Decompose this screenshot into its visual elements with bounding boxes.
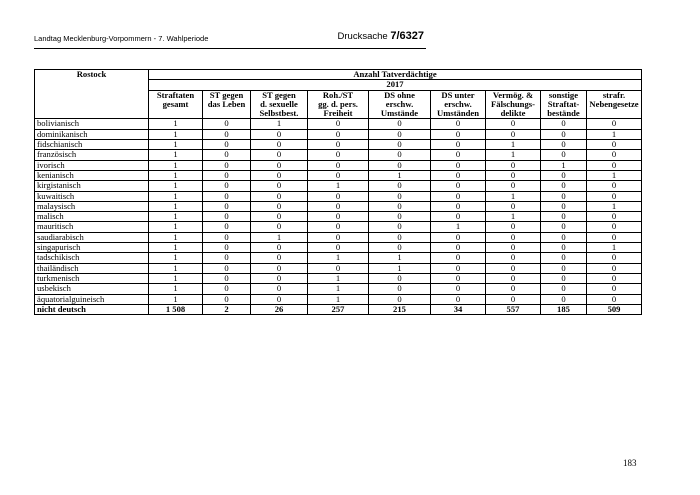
value-cell: 0 [308, 170, 369, 180]
value-cell: 0 [251, 284, 308, 294]
value-cell: 0 [308, 129, 369, 139]
value-cell: 257 [308, 304, 369, 314]
value-cell: 0 [431, 232, 486, 242]
nationality-cell: usbekisch [35, 284, 149, 294]
value-cell: 0 [431, 253, 486, 263]
value-cell: 0 [431, 273, 486, 283]
value-cell: 0 [431, 212, 486, 222]
value-cell: 0 [431, 140, 486, 150]
value-cell: 0 [203, 140, 251, 150]
value-cell: 185 [541, 304, 587, 314]
column-header-line: strafr. [602, 90, 626, 100]
nationality-cell: äquatorialguineisch [35, 294, 149, 304]
column-header-line: Straftat- [547, 98, 580, 109]
value-cell: 1 [587, 170, 642, 180]
value-cell: 0 [203, 284, 251, 294]
value-cell: 0 [541, 119, 587, 129]
column-header [308, 90, 369, 119]
value-cell: 0 [251, 201, 308, 211]
column-header-line [151, 109, 200, 118]
table-row [35, 243, 642, 253]
table-row [35, 191, 642, 201]
value-cell: 0 [203, 294, 251, 304]
value-cell: 0 [587, 263, 642, 273]
column-header-line: Umständen [436, 108, 480, 119]
value-cell: 0 [431, 170, 486, 180]
value-cell: 1 [431, 222, 486, 232]
column-header-line: Fälschungs- [491, 98, 535, 109]
value-cell: 0 [251, 150, 308, 160]
value-cell: 1 [149, 263, 203, 273]
document-label [338, 30, 424, 42]
value-cell: 1 [587, 201, 642, 211]
offender-statistics-table [34, 69, 642, 315]
value-cell: 0 [203, 119, 251, 129]
value-cell: 0 [541, 284, 587, 294]
nationality-cell: thailändisch [35, 263, 149, 273]
value-cell: 0 [486, 284, 541, 294]
value-cell: 0 [541, 253, 587, 263]
value-cell: 1 [149, 191, 203, 201]
value-cell: 0 [369, 181, 431, 191]
column-header-line [205, 109, 248, 118]
value-cell: 0 [587, 273, 642, 283]
value-cell: 1 [149, 294, 203, 304]
value-cell: 0 [486, 273, 541, 283]
value-cell: 0 [369, 150, 431, 160]
value-cell: 1 [149, 119, 203, 129]
column-header [149, 90, 203, 119]
nationality-cell: singapurisch [35, 243, 149, 253]
column-header [251, 90, 308, 119]
column-header-line: erschw. [385, 98, 414, 109]
value-cell: 0 [541, 222, 587, 232]
year-header: 2017 [149, 80, 642, 90]
value-cell: 0 [369, 232, 431, 242]
value-cell: 0 [369, 284, 431, 294]
value-cell: 0 [251, 170, 308, 180]
value-cell: 1 [149, 140, 203, 150]
value-cell: 0 [203, 243, 251, 253]
value-cell: 0 [251, 160, 308, 170]
value-cell: 0 [251, 294, 308, 304]
value-cell: 1 [369, 170, 431, 180]
column-header-line: delikte [500, 108, 526, 119]
column-header [541, 90, 587, 119]
value-cell: 0 [251, 212, 308, 222]
value-cell: 0 [587, 150, 642, 160]
value-cell: 1 [308, 253, 369, 263]
value-cell: 2 [203, 304, 251, 314]
nationality-cell: bolivianisch [35, 119, 149, 129]
table-body [35, 119, 642, 315]
value-cell: 1 [308, 294, 369, 304]
table-row [35, 119, 642, 129]
value-cell: 0 [251, 191, 308, 201]
table-row [35, 263, 642, 273]
value-cell: 0 [431, 243, 486, 253]
value-cell: 1 [149, 129, 203, 139]
value-cell: 0 [587, 119, 642, 129]
value-cell: 0 [486, 119, 541, 129]
document-number: 7/6327 [390, 30, 424, 42]
value-cell: 0 [431, 284, 486, 294]
value-cell: 0 [541, 129, 587, 139]
value-cell: 34 [431, 304, 486, 314]
value-cell: 0 [587, 294, 642, 304]
value-cell: 0 [203, 201, 251, 211]
table-row [35, 294, 642, 304]
value-cell: 0 [431, 191, 486, 201]
value-cell: 0 [486, 232, 541, 242]
value-cell: 0 [203, 150, 251, 160]
column-header-line: bestände [547, 108, 580, 119]
column-header-line: gesamt [162, 98, 189, 109]
value-cell: 0 [203, 160, 251, 170]
value-cell: 1 [149, 160, 203, 170]
value-cell: 0 [541, 140, 587, 150]
value-cell: 215 [369, 304, 431, 314]
table-row [35, 284, 642, 294]
column-header [369, 90, 431, 119]
value-cell: 0 [587, 253, 642, 263]
table-row [35, 232, 642, 242]
value-cell: 0 [251, 181, 308, 191]
nationality-cell: turkmenisch [35, 273, 149, 283]
value-cell: 0 [308, 119, 369, 129]
value-cell: 0 [587, 284, 642, 294]
table-row [35, 170, 642, 180]
nationality-cell: kuwaitisch [35, 191, 149, 201]
nationality-cell: mauritisch [35, 222, 149, 232]
value-cell: 0 [431, 119, 486, 129]
nationality-cell: dominikanisch [35, 129, 149, 139]
table-row [35, 129, 642, 139]
table-row [35, 253, 642, 263]
value-cell: 0 [587, 140, 642, 150]
value-cell: 1 [149, 273, 203, 283]
value-cell: 0 [486, 222, 541, 232]
nationality-cell: malisch [35, 212, 149, 222]
value-cell: 0 [308, 201, 369, 211]
column-header [486, 90, 541, 119]
value-cell: 0 [308, 263, 369, 273]
value-cell: 1 [587, 129, 642, 139]
value-cell: 0 [251, 129, 308, 139]
nationality-cell: kirgistanisch [35, 181, 149, 191]
column-header-line: Freiheit [323, 108, 353, 119]
page-number: 183 [623, 458, 637, 468]
table-row [35, 273, 642, 283]
nationality-cell: malaysisch [35, 201, 149, 211]
table-row [35, 140, 642, 150]
value-cell: 0 [587, 212, 642, 222]
value-cell: 0 [431, 294, 486, 304]
column-header-line: d. sexuelle [260, 98, 298, 109]
value-cell: 0 [486, 263, 541, 273]
value-cell: 0 [541, 273, 587, 283]
value-cell: 0 [541, 181, 587, 191]
page-header [34, 28, 426, 49]
value-cell: 0 [203, 263, 251, 273]
table-row [35, 222, 642, 232]
value-cell: 0 [431, 201, 486, 211]
nationality-cell: saudiarabisch [35, 232, 149, 242]
value-cell: 0 [431, 181, 486, 191]
column-header [587, 90, 642, 119]
value-cell: 0 [308, 222, 369, 232]
table-row [35, 201, 642, 211]
value-cell: 0 [541, 201, 587, 211]
value-cell: 0 [369, 201, 431, 211]
value-cell: 0 [369, 129, 431, 139]
column-header-line: ST gegen [209, 90, 244, 100]
value-cell: 0 [431, 263, 486, 273]
value-cell: 0 [203, 170, 251, 180]
column-header-line: ST gegen [262, 90, 296, 100]
value-cell: 1 [308, 273, 369, 283]
nationality-cell: fidschianisch [35, 140, 149, 150]
column-header [203, 90, 251, 119]
value-cell: 0 [369, 119, 431, 129]
column-header-line: Roh./ST [322, 90, 354, 100]
table-row [35, 160, 642, 170]
value-cell: 0 [308, 243, 369, 253]
table-row [35, 212, 642, 222]
value-cell: 1 [486, 150, 541, 160]
value-cell: 0 [369, 273, 431, 283]
value-cell: 0 [486, 294, 541, 304]
column-header-line: sonstige [548, 90, 579, 100]
value-cell: 1 [251, 232, 308, 242]
value-cell: 1 [149, 284, 203, 294]
nationality-cell: nicht deutsch [35, 304, 149, 314]
value-cell: 1 [149, 170, 203, 180]
value-cell: 0 [541, 243, 587, 253]
value-cell: 0 [587, 181, 642, 191]
value-cell: 0 [486, 201, 541, 211]
value-cell: 1 [541, 160, 587, 170]
column-header-line: Straftaten [156, 90, 195, 100]
nationality-cell: ivorisch [35, 160, 149, 170]
value-cell: 0 [308, 140, 369, 150]
value-cell: 1 [149, 212, 203, 222]
value-cell: 0 [308, 212, 369, 222]
value-cell: 1 [587, 243, 642, 253]
value-cell: 0 [251, 222, 308, 232]
column-header-line [589, 109, 639, 118]
value-cell: 1 [486, 140, 541, 150]
value-cell: 1 [149, 150, 203, 160]
value-cell: 0 [587, 191, 642, 201]
value-cell: 1 [251, 119, 308, 129]
value-cell: 0 [203, 129, 251, 139]
value-cell: 0 [203, 253, 251, 263]
value-cell: 557 [486, 304, 541, 314]
value-cell: 0 [541, 232, 587, 242]
value-cell: 0 [541, 294, 587, 304]
column-header-line: Selbstbest. [259, 108, 299, 119]
value-cell: 0 [431, 129, 486, 139]
column-header-line: gg. d. pers. [318, 98, 358, 109]
value-cell: 0 [251, 263, 308, 273]
value-cell: 0 [587, 222, 642, 232]
value-cell: 0 [203, 191, 251, 201]
value-cell: 26 [251, 304, 308, 314]
value-cell: 0 [541, 212, 587, 222]
value-cell: 0 [486, 170, 541, 180]
value-cell: 0 [369, 160, 431, 170]
value-cell: 0 [369, 222, 431, 232]
column-header-line: DS ohne [384, 90, 415, 100]
nationality-cell: tadschikisch [35, 253, 149, 263]
value-cell: 0 [251, 273, 308, 283]
value-cell: 1 [486, 212, 541, 222]
value-cell: 0 [486, 243, 541, 253]
column-header-line: Umstände [380, 108, 419, 119]
value-cell: 1 [486, 191, 541, 201]
value-cell: 0 [308, 160, 369, 170]
value-cell: 1 [369, 263, 431, 273]
value-cell: 0 [587, 232, 642, 242]
value-cell: 0 [308, 191, 369, 201]
value-cell: 0 [251, 253, 308, 263]
document-prefix: Drucksache [337, 31, 391, 42]
value-cell: 0 [486, 129, 541, 139]
table-row [35, 150, 642, 160]
nationality-cell: französisch [35, 150, 149, 160]
value-cell: 0 [308, 232, 369, 242]
value-cell: 1 508 [149, 304, 203, 314]
value-cell: 0 [431, 150, 486, 160]
value-cell: 0 [369, 212, 431, 222]
value-cell: 0 [541, 150, 587, 160]
value-cell: 0 [369, 243, 431, 253]
value-cell: 0 [369, 191, 431, 201]
value-cell: 0 [203, 273, 251, 283]
column-header-line: DS unter [441, 90, 475, 100]
value-cell: 0 [203, 222, 251, 232]
value-cell: 1 [149, 232, 203, 242]
value-cell: 0 [541, 191, 587, 201]
value-cell: 0 [486, 160, 541, 170]
table-row [35, 181, 642, 191]
value-cell: 0 [203, 181, 251, 191]
value-cell: 0 [486, 181, 541, 191]
column-header-line: Vermög. & [492, 90, 534, 100]
value-cell: 1 [149, 181, 203, 191]
column-header-line: das Leben [207, 98, 246, 109]
parliament-label: Landtag Mecklenburg-Vorpommern - 7. Wahlperiode [34, 34, 209, 43]
total-row [35, 304, 642, 314]
value-cell: 0 [541, 263, 587, 273]
value-cell: 0 [369, 294, 431, 304]
value-cell: 0 [587, 160, 642, 170]
value-cell: 1 [308, 284, 369, 294]
value-cell: 0 [251, 140, 308, 150]
column-header-line: Nebengesetze [589, 98, 639, 109]
value-cell: 0 [203, 212, 251, 222]
value-cell: 0 [541, 170, 587, 180]
group-header: Anzahl Tatverdächtige [149, 70, 642, 80]
column-header [431, 90, 486, 119]
value-cell: 0 [251, 243, 308, 253]
value-cell: 1 [149, 253, 203, 263]
value-cell: 0 [308, 150, 369, 160]
value-cell: 1 [369, 253, 431, 263]
value-cell: 509 [587, 304, 642, 314]
value-cell: 0 [431, 160, 486, 170]
value-cell: 1 [149, 201, 203, 211]
value-cell: 1 [149, 243, 203, 253]
value-cell: 1 [149, 222, 203, 232]
column-header-line: erschw. [444, 98, 472, 109]
region-header: Rostock [35, 70, 149, 119]
value-cell: 1 [308, 181, 369, 191]
value-cell: 0 [369, 140, 431, 150]
nationality-cell: kenianisch [35, 170, 149, 180]
value-cell: 0 [203, 232, 251, 242]
value-cell: 0 [486, 253, 541, 263]
